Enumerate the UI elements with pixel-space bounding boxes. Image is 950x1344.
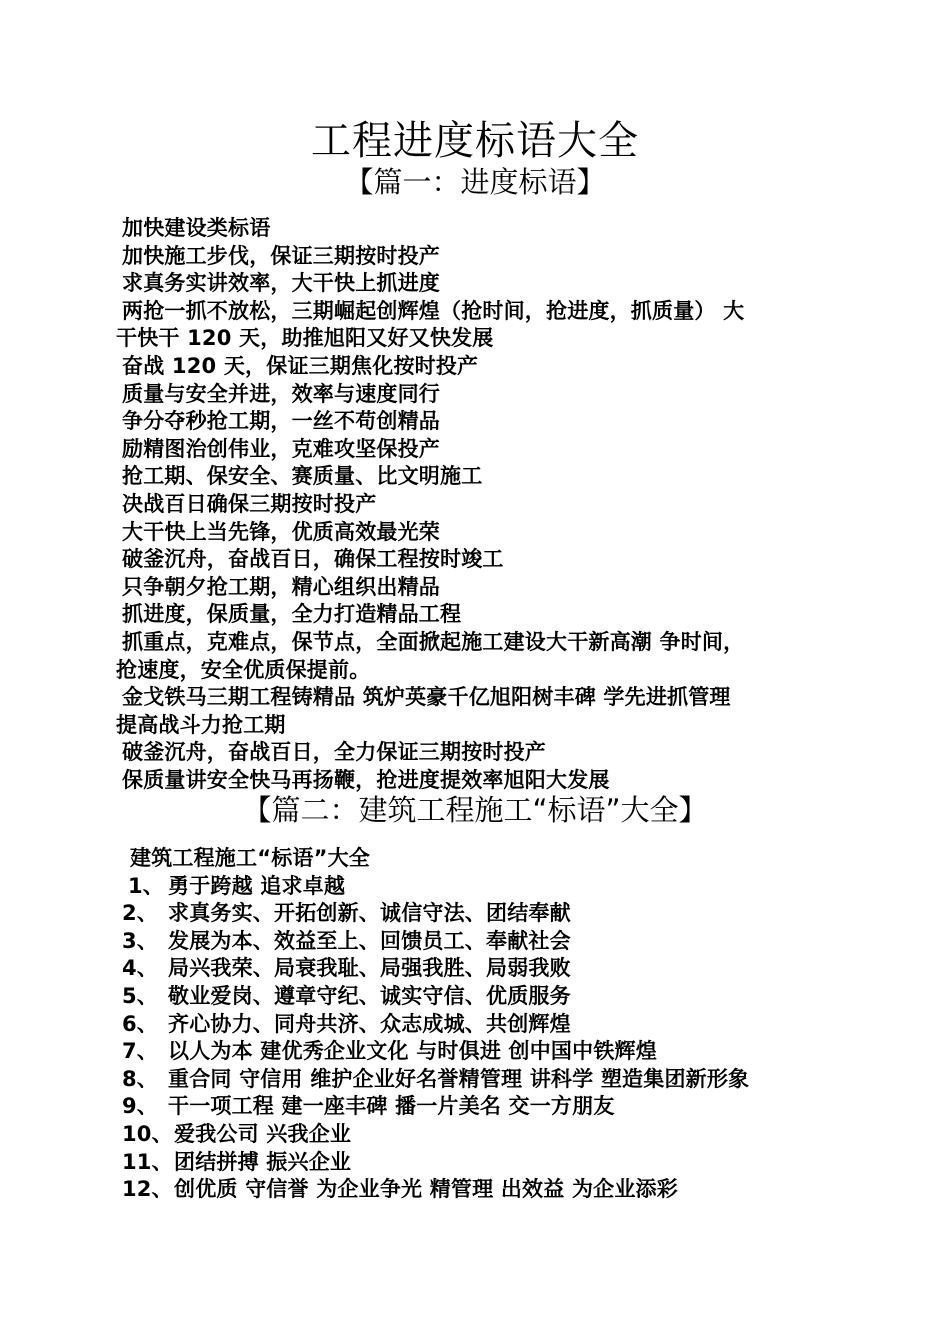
section1-slogan-list — [116, 215, 836, 794]
slogan-text: 重合同 守信用 维护企业好名誉精管理 讲科学 塑造集团新形象 — [168, 1066, 750, 1091]
slogan-line: 求真务实讲效率，大干快上抓进度 — [122, 271, 440, 296]
numbered-slogan — [116, 928, 836, 956]
slogan-text: 局兴我荣、局衰我耻、局强我胜、局弱我败 — [168, 956, 571, 981]
slogan-text: 发展为本、效益至上、回馈员工、奉献社会 — [168, 928, 571, 953]
slogan-line: 决战百日确保三期按时投产 — [122, 491, 377, 516]
slogan-line: 奋战 120 天，保证三期焦化按时投产 — [122, 353, 479, 378]
section2-slogan-list — [116, 845, 836, 1204]
slogan-number: 2、 — [122, 901, 159, 926]
numbered-slogan — [116, 1093, 836, 1121]
slogan-text: 以人为本 建优秀企业文化 与时俱进 创中国中铁辉煌 — [168, 1039, 657, 1064]
section1-heading: 【篇一：进度标语】 — [344, 165, 606, 199]
slogan-text: 勇于跨越 追求卓越 — [168, 873, 346, 898]
slogan-number: 7、 — [122, 1039, 159, 1064]
slogan-number: 3、 — [122, 928, 159, 953]
slogan-line: 加快施工步伐，保证三期按时投产 — [122, 243, 440, 268]
slogan-line: 金戈铁马三期工程铸精品 筑炉英豪千亿旭阳树丰碑 学先进抓管理 — [122, 685, 731, 710]
section2-intro: 建筑工程施工“标语”大全 — [130, 846, 371, 870]
slogan-number: 6、 — [122, 1011, 159, 1036]
numbered-slogan — [116, 1121, 836, 1149]
slogan-line: 两抢一抓不放松，三期崛起创辉煌（抢时间，抢进度，抓质量） 大 — [122, 298, 745, 323]
slogan-line: 抓进度，保质量，全力打造精品工程 — [122, 602, 462, 627]
slogan-line: 加快建设类标语 — [122, 216, 271, 240]
slogan-number: 10、 — [122, 1121, 173, 1146]
slogan-text: 敬业爱岗、遵章守纪、诚实守信、优质服务 — [168, 983, 571, 1008]
slogan-line: 破釜沉舟，奋战百日，全力保证三期按时投产 — [122, 740, 546, 765]
slogan-text: 团结拼搏 振兴企业 — [174, 1149, 352, 1174]
slogan-text: 求真务实、开拓创新、诚信守法、团结奉献 — [168, 901, 571, 926]
numbered-slogan — [116, 1066, 836, 1094]
numbered-slogan — [116, 1038, 836, 1066]
slogan-number: 1、 — [128, 873, 165, 898]
document-title: 工程进度标语大全 — [311, 118, 639, 164]
slogan-line: 破釜沉舟，奋战百日，确保工程按时竣工 — [122, 547, 504, 572]
slogan-line: 抓重点，克难点，保节点，全面掀起施工建设大干新高潮 争时间， — [122, 629, 745, 654]
slogan-text: 齐心协力、同舟共济、众志成城、共创辉煌 — [168, 1011, 571, 1036]
slogan-number: 4、 — [122, 956, 159, 981]
slogan-line: 提高战斗力抢工期 — [116, 712, 286, 737]
numbered-slogan — [116, 1149, 836, 1177]
slogan-number: 12、 — [122, 1177, 173, 1202]
slogan-line: 只争朝夕抢工期，精心组织出精品 — [122, 574, 440, 599]
numbered-slogan — [116, 900, 836, 928]
section2-heading: 【篇二：建筑工程施工“标语”大全】 — [242, 793, 708, 827]
numbered-slogan — [116, 1011, 836, 1039]
numbered-slogan — [116, 873, 836, 901]
slogan-line: 质量与安全并进，效率与速度同行 — [122, 381, 440, 406]
slogan-line: 抢速度，安全优质保提前。 — [116, 657, 371, 682]
slogan-text: 创优质 守信誉 为企业争光 精管理 出效益 为企业添彩 — [174, 1177, 678, 1202]
numbered-slogan — [116, 955, 836, 983]
slogan-line: 抢工期、保安全、赛质量、比文明施工 — [122, 464, 483, 489]
slogan-line: 大干快上当先锋，优质高效最光荣 — [122, 519, 440, 544]
slogan-text: 爱我公司 兴我企业 — [174, 1121, 352, 1146]
slogan-number: 5、 — [122, 983, 159, 1008]
slogan-number: 8、 — [122, 1066, 159, 1091]
slogan-number: 9、 — [122, 1094, 159, 1119]
slogan-line: 励精图治创伟业，克难攻坚保投产 — [122, 436, 440, 461]
slogan-line: 干快干 120 天，助推旭阳又好又快发展 — [116, 326, 494, 351]
slogan-text: 干一项工程 建一座丰碑 播一片美名 交一方朋友 — [168, 1094, 615, 1119]
slogan-number: 11、 — [122, 1149, 173, 1174]
numbered-slogan — [116, 983, 836, 1011]
slogan-line: 争分夺秒抢工期，一丝不苟创精品 — [122, 409, 440, 434]
slogan-line: 保质量讲安全快马再扬鞭，抢进度提效率旭阳大发展 — [122, 767, 610, 792]
numbered-slogan — [116, 1176, 836, 1204]
